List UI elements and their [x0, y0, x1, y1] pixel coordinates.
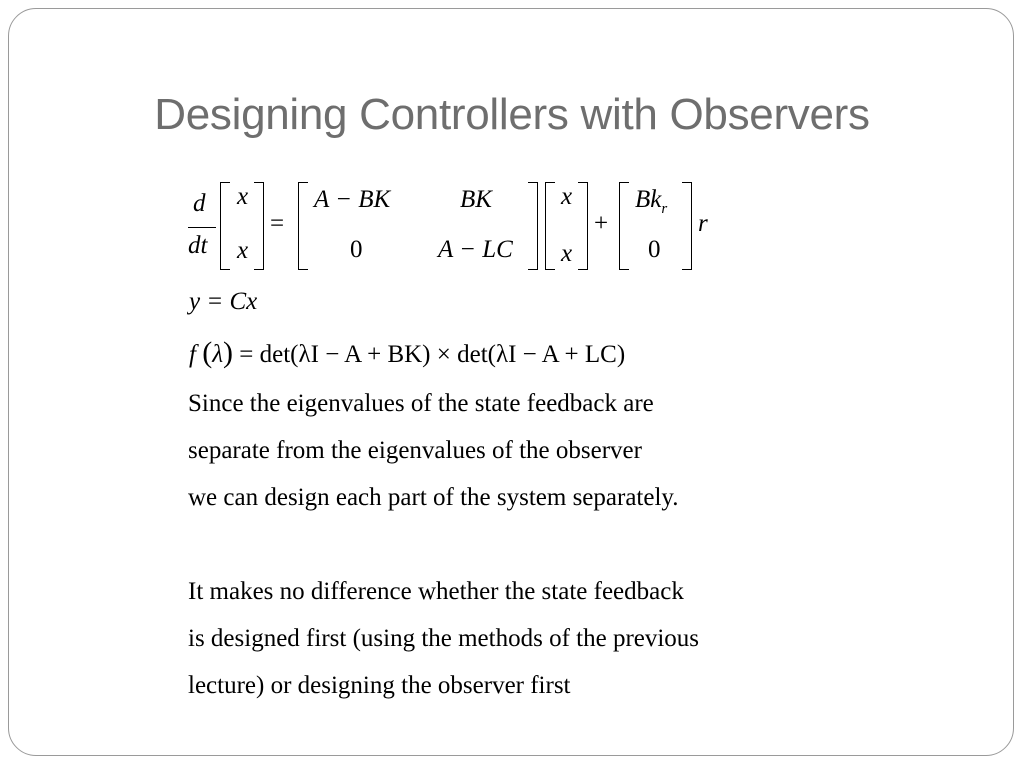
state-bottom: x: [237, 237, 249, 264]
matrix-r2c2: A − LC: [438, 236, 513, 263]
input-gain-subscript: r: [661, 201, 668, 217]
char-rhs: = det(λI − A + BK) × det(λI − A + LC): [239, 341, 626, 368]
left-bracket: [545, 182, 555, 270]
input-gain: [635, 186, 667, 218]
matrix-r1c2: BK: [460, 186, 492, 213]
matrix-r1c1: A − BK: [314, 186, 391, 213]
right-bracket: [528, 182, 538, 270]
left-bracket: [220, 182, 230, 270]
paragraph2-line2: is designed first (using the methods of the previous: [188, 625, 700, 652]
right-bracket: [682, 182, 692, 270]
characteristic-equation: f (λ) = det(λI − A + BK) × det(λI − A + LC): [189, 336, 626, 369]
state-top: x: [237, 183, 249, 210]
plus-sign: +: [594, 210, 609, 237]
paragraph2-line1: It makes no difference whether the state feedback: [188, 578, 684, 605]
fraction-bar: [188, 227, 216, 228]
reference-input: r: [698, 210, 708, 237]
input-gain-base: Bk: [635, 186, 662, 213]
left-bracket: [298, 182, 308, 270]
left-bracket: [619, 182, 629, 270]
slide-title: Designing Controllers with Observers: [154, 90, 870, 139]
vec-bottom: x: [561, 240, 573, 267]
paragraph1-line2: separate from the eigenvalues of the observer: [188, 437, 642, 464]
paragraph1-line3: we can design each part of the system separately.: [188, 484, 679, 511]
char-f: f: [189, 341, 196, 368]
vec-top: x: [561, 183, 573, 210]
deriv-denominator: dt: [188, 232, 208, 259]
right-bracket: [578, 182, 588, 270]
equals-sign: =: [270, 210, 285, 237]
matrix-r2c1: 0: [350, 236, 363, 263]
paragraph1-line1: Since the eigenvalues of the state feedback are: [188, 390, 654, 417]
paragraph2-line3: lecture) or designing the observer first: [188, 672, 571, 699]
right-bracket: [254, 182, 264, 270]
char-lambda: λ: [212, 341, 224, 368]
output-equation: y = Cx: [189, 288, 258, 315]
deriv-numerator: d: [193, 190, 206, 217]
input-bottom: 0: [648, 236, 661, 263]
